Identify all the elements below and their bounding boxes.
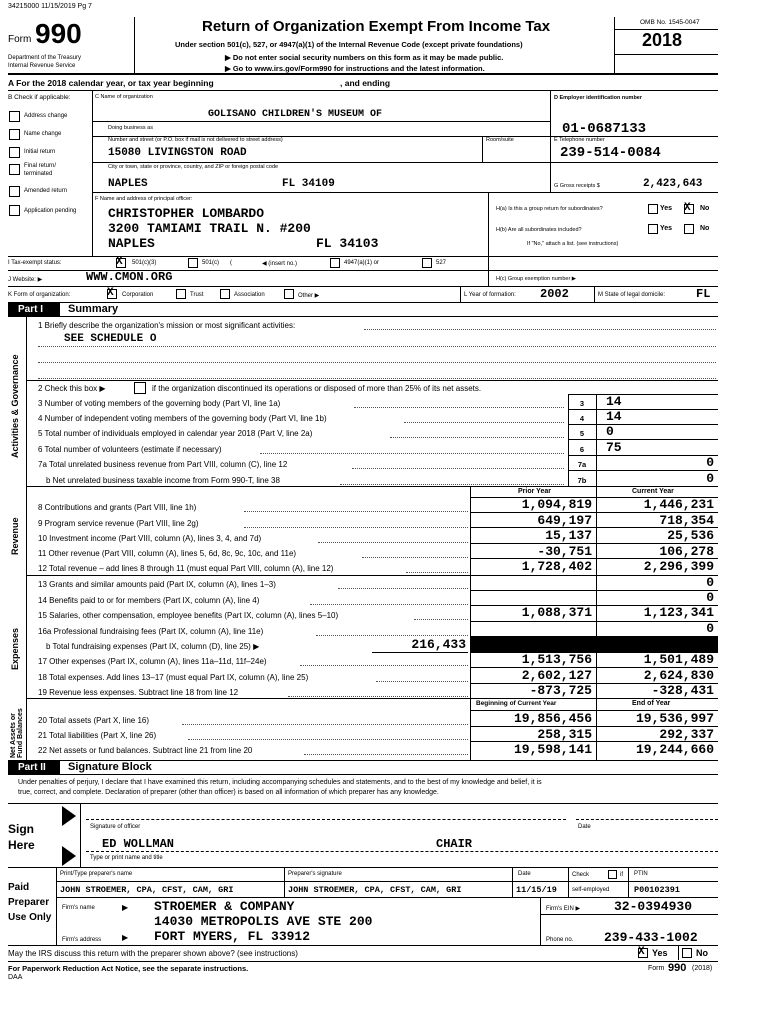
- sign-arrow-icon: [62, 806, 76, 866]
- firm-address-line2: FORT MYERS, FL 33912: [154, 929, 311, 944]
- line11-prior: -30,751: [537, 544, 592, 559]
- line17-prior: 1,513,756: [521, 652, 592, 667]
- final-return-checkbox[interactable]: [9, 164, 20, 175]
- line4-label: 4 Number of independent voting members of the governing body (Part VI, line 1b): [38, 414, 327, 423]
- officer-label: F Name and address of principal officer:: [95, 196, 193, 202]
- subordinates-no-label: No: [700, 225, 710, 232]
- state-domicile: FL: [696, 287, 711, 301]
- application-pending-label: Application pending: [24, 208, 77, 214]
- line16a-current: 0: [706, 621, 714, 636]
- line21-boy: 258,315: [537, 727, 592, 742]
- ptin-label: PTIN: [634, 871, 648, 877]
- line20-eoy: 19,536,997: [635, 711, 714, 726]
- status-527-label: 527: [436, 260, 447, 266]
- line2-label: 2 Check this box ▶: [38, 384, 106, 393]
- line5-value: 0: [606, 424, 614, 439]
- box-4-num: 4: [579, 414, 585, 423]
- current-year-header: Current Year: [632, 488, 674, 495]
- firm-arrow-icon: ▶: [122, 903, 129, 912]
- line17-current: 1,501,489: [643, 652, 714, 667]
- footer-form-label: Form: [648, 965, 665, 972]
- line8-label: 8 Contributions and grants (Part VIII, line 1h): [38, 503, 197, 512]
- line14-current: 0: [706, 590, 714, 605]
- ein-label: D Employer identification number: [554, 95, 643, 101]
- line19-current: -328,431: [651, 683, 714, 698]
- here-label: Here: [8, 838, 35, 852]
- line19-label: 19 Revenue less expenses. Subtract line 18 from line 12: [38, 688, 239, 697]
- status-4947-label: 4947(a)(1) or: [344, 260, 380, 266]
- line5-label: 5 Total number of individuals employed in calendar year 2018 (Part V, line 2a): [38, 429, 313, 438]
- subordinates-no-checkbox[interactable]: [684, 224, 694, 234]
- form-number: 990: [35, 18, 82, 49]
- firm-name-label: Firm's name: [62, 905, 95, 911]
- check-label: Check: [572, 872, 590, 878]
- preparer-name: JOHN STROEMER, CPA, CFST, CAM, GRI: [60, 885, 234, 895]
- org-phone: 239-514-0084: [560, 145, 661, 161]
- line7b-value: 0: [706, 471, 714, 486]
- discuss-yes-mark: X: [638, 946, 645, 958]
- part1-title: Summary: [68, 303, 119, 315]
- address-change-checkbox[interactable]: [9, 111, 20, 122]
- boy-header: Beginning of Current Year: [476, 700, 557, 707]
- firm-address-label: Firm's address: [62, 937, 102, 943]
- line15-label: 15 Salaries, other compensation, employee benefits (Part IX, column (A), lines 5–10): [38, 611, 339, 620]
- line7b-label: b Net unrelated business taxable income from Form 990-T, line 38: [46, 476, 280, 485]
- status-501c-label: 501(c): [202, 260, 220, 266]
- line12-prior: 1,728,402: [521, 559, 592, 574]
- line17-label: 17 Other expenses (Part IX, column (A), lines 11a–11d, 11f–24e): [38, 657, 267, 666]
- status-501c3-label: 501(c)(3): [132, 260, 157, 266]
- discuss-yes-label: Yes: [652, 948, 668, 958]
- line9-current: 718,354: [659, 513, 714, 528]
- line22-label: 22 Net assets or fund balances. Subtract line 21 from line 20: [38, 746, 253, 755]
- line8-current: 1,446,231: [643, 497, 714, 512]
- officer-city: NAPLES: [108, 236, 155, 251]
- footer-form-number: 990: [668, 962, 687, 974]
- line10-prior: 15,137: [545, 528, 592, 543]
- form-notice-website: ▶ Go to www.irs.gov/Form990 for instructions and the latest information.: [225, 64, 485, 73]
- initial-return-checkbox[interactable]: [9, 147, 20, 158]
- org-name: GOLISANO CHILDREN'S MUSEUM OF: [208, 109, 383, 120]
- subordinates-note: If "No," attach a list. (see instructions): [527, 241, 619, 247]
- name-change-label: Name change: [24, 131, 62, 137]
- initial-return-label: Initial return: [24, 149, 56, 155]
- eoy-header: End of Year: [632, 700, 671, 707]
- firm-name: STROEMER & COMPANY: [154, 899, 295, 914]
- preparer-signature: JOHN STROEMER, CPA, CFST, CAM, GRI: [288, 885, 462, 895]
- line1-label: 1 Briefly describe the organization's mission or most significant activities:: [38, 321, 296, 330]
- dba-label: Doing business as: [108, 125, 153, 131]
- line12-current: 2,296,399: [643, 559, 714, 574]
- if-label: if: [620, 872, 623, 878]
- website-label: J Website: ▶: [8, 277, 43, 283]
- org-city: NAPLES: [108, 178, 148, 190]
- subordinates-yes-label: Yes: [660, 225, 673, 232]
- group-return-no-label: No: [700, 205, 710, 212]
- discuss-no-label: No: [696, 948, 708, 958]
- org-state-zip: FL 34109: [282, 178, 335, 190]
- insert-no-label: ◀ (insert no.): [262, 261, 297, 267]
- address-change-label: Address change: [24, 113, 68, 119]
- part1-label: Part I: [18, 304, 44, 315]
- tax-exempt-status-label: I Tax-exempt status:: [8, 260, 62, 266]
- city-label: City or town, state or province, country, and ZIP or foreign postal code: [108, 164, 279, 170]
- box-7a-num: 7a: [577, 460, 587, 469]
- form-subtitle: Under section 501(c), 527, or 4947(a)(1) of the Internal Revenue Code (except private foundations): [175, 40, 523, 49]
- line10-label: 10 Investment income (Part VIII, column (A), lines 3, 4, and 7d): [38, 534, 262, 543]
- officer-state-zip: FL 34103: [316, 236, 379, 251]
- line16b-label: b Total fundraising expenses (Part IX, column (D), line 25) ▶: [46, 642, 260, 651]
- sign-label: Sign: [8, 822, 34, 836]
- form-word: Form: [8, 34, 32, 45]
- group-exemption-label: H(c) Group exemption number ▶: [496, 276, 577, 282]
- line3-value: 14: [606, 394, 622, 409]
- line16b-shaded: [470, 637, 718, 653]
- part2-title: Signature Block: [68, 761, 152, 773]
- paren-open: (: [230, 260, 232, 266]
- line14-label: 14 Benefits paid to or for members (Part IX, column (A), line 4): [38, 596, 260, 605]
- line7a-value: 0: [706, 455, 714, 470]
- paperwork-notice: For Paperwork Reduction Act Notice, see the separate instructions.: [8, 964, 249, 973]
- footer-form-year: (2018): [692, 965, 713, 972]
- perjury-text-line1: Under penalties of perjury, I declare that I have examined this return, including accompanying schedules and statements, and to the best of my knowledge and belief, it is: [18, 779, 542, 786]
- gross-receipts: 2,423,643: [643, 178, 703, 190]
- other-org-label: Other ▶: [298, 293, 320, 299]
- line18-prior: 2,602,127: [521, 668, 592, 683]
- line16a-label: 16a Professional fundraising fees (Part IX, column (A), line 11e): [38, 627, 264, 636]
- preparer-name-label: Print/Type preparer's name: [60, 871, 133, 877]
- line9-prior: 649,197: [537, 513, 592, 528]
- officer-signer-name: ED WOLLMAN: [102, 837, 175, 851]
- org-name-label: C Name of organization: [95, 94, 153, 100]
- signature-officer-label: Signature of officer: [90, 824, 141, 830]
- line12-label: 12 Total revenue – add lines 8 through 11 (must equal Part VIII, column (A), line 12): [38, 564, 334, 573]
- side-revenue: Revenue: [10, 517, 20, 555]
- part2-label: Part II: [18, 762, 46, 773]
- website-value: WWW.CMON.ORG: [86, 270, 173, 284]
- line6-value: 75: [606, 440, 622, 455]
- irs-discuss-question: May the IRS discuss this return with the preparer shown above? (see instructions): [8, 949, 298, 958]
- group-return-no-mark: X: [684, 202, 691, 214]
- other-org-checkbox[interactable]: [284, 289, 294, 299]
- line16b-value: 216,433: [411, 637, 466, 652]
- preparer-ptin: P00102391: [634, 885, 680, 895]
- form-of-org-label: K Form of organization:: [8, 292, 71, 298]
- status-501c-checkbox[interactable]: [188, 258, 198, 268]
- mission-value: SEE SCHEDULE O: [64, 333, 157, 345]
- paid-label: Paid: [8, 882, 30, 893]
- status-4947-checkbox[interactable]: [330, 258, 340, 268]
- preparer-sig-label: Preparer's signature: [288, 871, 342, 877]
- association-checkbox[interactable]: [220, 289, 230, 299]
- line2-text: if the organization discontinued its operations or disposed of more than 25% of its net assets.: [152, 384, 482, 393]
- amended-return-checkbox[interactable]: [9, 186, 20, 197]
- state-domicile-label: M State of legal domicile:: [598, 292, 666, 298]
- line6-label: 6 Total number of volunteers (estimate if necessary): [38, 445, 222, 454]
- line19-prior: -873,725: [529, 683, 592, 698]
- phone-label: E Telephone number: [554, 137, 605, 143]
- box-6-num: 6: [579, 445, 585, 454]
- line20-boy: 19,856,456: [513, 711, 592, 726]
- discuss-no-checkbox[interactable]: [682, 948, 692, 958]
- dept-line1: Department of the Treasury: [8, 55, 82, 61]
- org-street: 15080 LIVINGSTON ROAD: [108, 147, 247, 159]
- line9-label: 9 Program service revenue (Part VIII, line 2g): [38, 519, 199, 528]
- line22-boy: 19,598,141: [513, 742, 592, 757]
- use-only-label: Use Only: [8, 912, 52, 923]
- form-notice-ssn: ▶ Do not enter social security numbers on this form as it may be made public.: [225, 53, 504, 62]
- org-ein: 01-0687133: [562, 121, 647, 137]
- line20-label: 20 Total assets (Part X, line 16): [38, 716, 150, 725]
- line22-eoy: 19,244,660: [635, 742, 714, 757]
- subordinates-label: H(b) Are all subordinates included?: [496, 227, 582, 233]
- line10-current: 25,536: [667, 528, 714, 543]
- daa-label: DAA: [8, 974, 23, 981]
- line21-label: 21 Total liabilities (Part X, line 26): [38, 731, 157, 740]
- line15-current: 1,123,341: [643, 605, 714, 620]
- line18-current: 2,624,830: [643, 668, 714, 683]
- room-suite-label: Room/suite: [486, 137, 514, 143]
- preparer-date: 11/15/19: [516, 885, 557, 895]
- application-pending-checkbox[interactable]: [9, 205, 20, 216]
- gross-receipts-label: G Gross receipts $: [554, 183, 600, 189]
- group-return-label: H(a) Is this a group return for subordinates?: [496, 206, 603, 212]
- check-if-applicable-label: B Check if applicable:: [8, 94, 71, 101]
- subordinates-yes-checkbox[interactable]: [648, 224, 658, 234]
- box-7b-num: 7b: [577, 476, 587, 485]
- line13-current: 0: [706, 575, 714, 590]
- line15-prior: 1,088,371: [521, 605, 592, 620]
- sign-date-label: Date: [578, 824, 591, 830]
- form-title: Return of Organization Exempt From Income Tax: [202, 18, 551, 35]
- box-5-num: 5: [579, 429, 585, 438]
- line7a-label: 7a Total unrelated business revenue from Part VIII, column (C), line 12: [38, 460, 288, 469]
- association-label: Association: [234, 292, 265, 298]
- firm-phone: 239-433-1002: [604, 930, 698, 945]
- prior-year-header: Prior Year: [518, 488, 551, 495]
- officer-signer-title: CHAIR: [436, 837, 473, 851]
- year-formation: 2002: [540, 287, 569, 301]
- side-activities-governance: Activities & Governance: [10, 354, 20, 458]
- corporation-mark: X: [107, 287, 114, 299]
- firm-address-line1: 14030 METROPOLIS AVE STE 200: [154, 914, 373, 929]
- line11-current: 106,278: [659, 544, 714, 559]
- omb-number: OMB No. 1545-0047: [640, 19, 700, 26]
- status-527-checkbox[interactable]: [422, 258, 432, 268]
- side-net-assets: Net Assets or Fund Balances: [10, 708, 24, 758]
- street-label: Number and street (or P.O. box if mail is not delivered to street address): [108, 137, 283, 143]
- line21-eoy: 292,337: [659, 727, 714, 742]
- preparer-date-label: Date: [518, 871, 531, 877]
- line18-label: 18 Total expenses. Add lines 13–17 (must equal Part IX, column (A), line 25): [38, 673, 309, 682]
- year-formation-label: L Year of formation:: [464, 292, 516, 298]
- firm-address-arrow-icon: ▶: [122, 933, 129, 942]
- line3-label: 3 Number of voting members of the governing body (Part VI, line 1a): [38, 399, 281, 408]
- final-return-label: Final return/ terminated: [24, 163, 57, 177]
- group-return-yes-checkbox[interactable]: [648, 204, 658, 214]
- name-change-checkbox[interactable]: [9, 129, 20, 140]
- firm-ein-label: Firm's EIN ▶: [546, 906, 581, 912]
- self-employed-label: self-employed: [572, 887, 610, 893]
- preparer-label: Preparer: [8, 897, 50, 908]
- tax-year: 2018: [642, 30, 683, 50]
- self-employed-checkbox[interactable]: [608, 870, 617, 879]
- perjury-text-line2: true, correct, and complete. Declaration of preparer (other than officer) is based on all information of which preparer has any knowledge.: [18, 789, 439, 796]
- trust-checkbox[interactable]: [176, 289, 186, 299]
- firm-ein: 32-0394930: [614, 899, 693, 914]
- line8-prior: 1,094,819: [521, 497, 592, 512]
- line-a-tax-year: A For the 2018 calendar year, or tax year beginning: [8, 78, 214, 88]
- dept-line2: Internal Revenue Service: [8, 63, 76, 69]
- status-501c3-mark: X: [116, 256, 123, 268]
- page-stamp: 34215000 11/15/2019 Pg 7: [8, 3, 92, 10]
- group-return-yes-label: Yes: [660, 205, 673, 212]
- line-a-ending: , and ending: [340, 78, 391, 88]
- officer-street: 3200 TAMIAMI TRAIL N. #200: [108, 221, 311, 236]
- line4-value: 14: [606, 409, 622, 424]
- box-3-num: 3: [579, 399, 585, 408]
- officer-name: CHRISTOPHER LOMBARDO: [108, 206, 265, 221]
- type-name-title-label: Type or print name and title: [90, 855, 163, 861]
- trust-label: Trust: [190, 292, 204, 298]
- line13-label: 13 Grants and similar amounts paid (Part IX, column (A), lines 1–3): [38, 580, 276, 589]
- line2-checkbox[interactable]: [134, 382, 146, 394]
- line11-label: 11 Other revenue (Part VIII, column (A), lines 5, 6d, 8c, 9c, 10c, and 11e): [38, 549, 297, 558]
- amended-return-label: Amended return: [24, 188, 68, 194]
- side-expenses: Expenses: [10, 627, 20, 670]
- firm-phone-label: Phone no.: [546, 937, 574, 943]
- corporation-label: Corporation: [122, 292, 154, 298]
